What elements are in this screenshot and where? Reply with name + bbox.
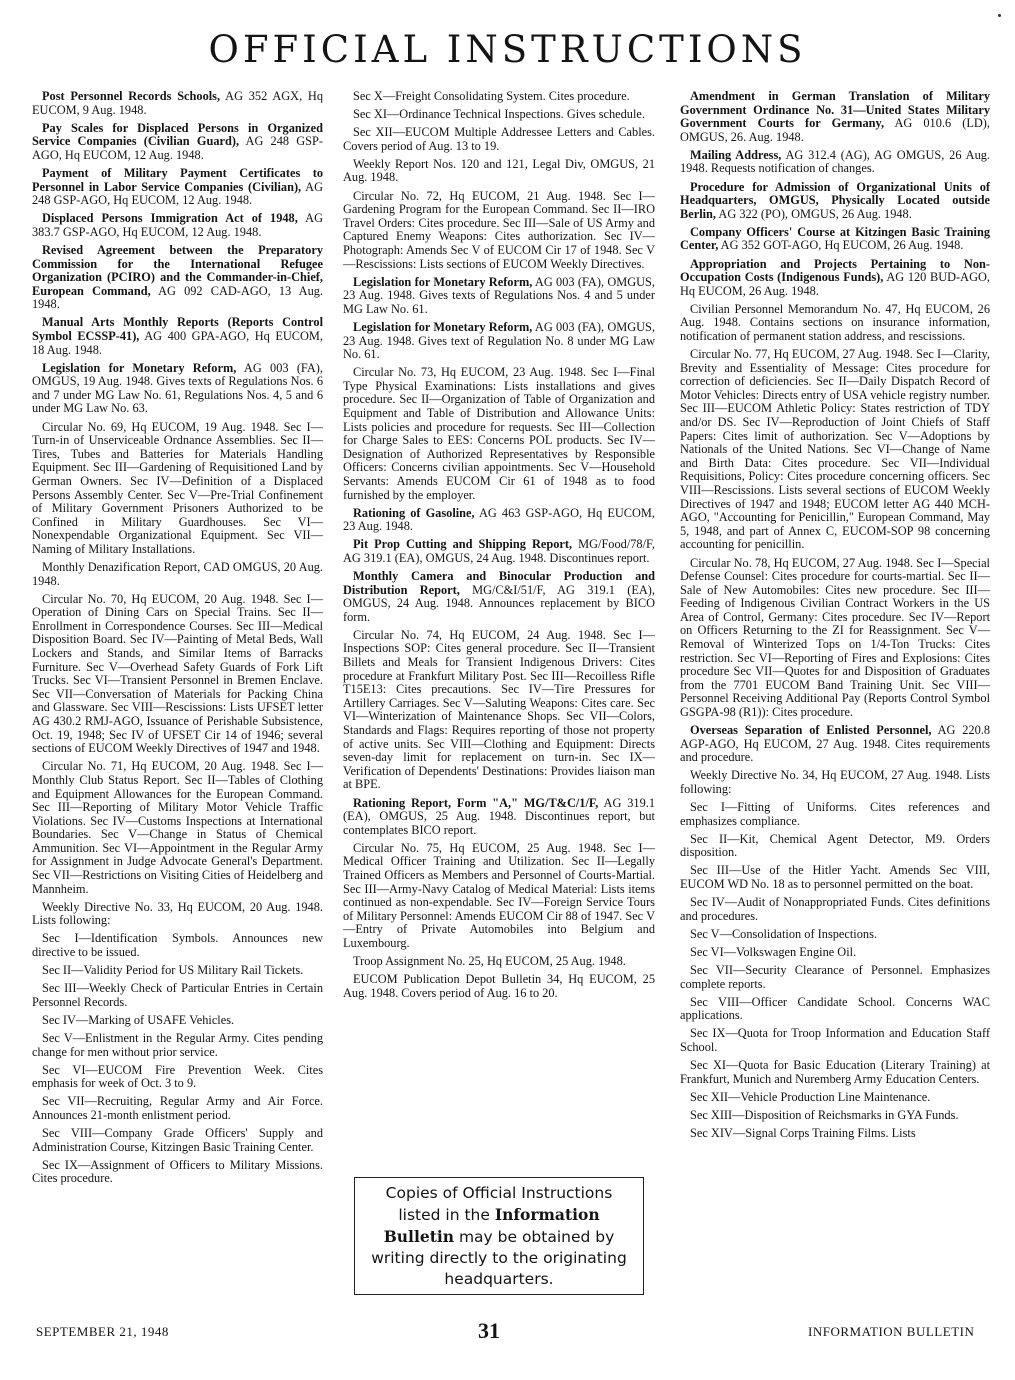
entry-text: AG 312.4 (AG), AG OMGUS, 26 Aug. 1948. Requests notification of changes. (680, 147, 991, 176)
instruction-entry (343, 366, 655, 502)
instruction-entry (32, 561, 323, 588)
entry-heading: Manual Arts Monthly Reports (Reports Control Symbol ECSSP-41), (32, 315, 323, 343)
entry-text: Sec VIII—Company Grade Officers' Supply and Administration Course, Kitzingen Basic Training Center. (32, 1126, 323, 1154)
instruction-entry (343, 507, 655, 534)
entry-text: Sec IX—Assignment of Officers to Military Missions. Cites procedure. (32, 1157, 323, 1186)
entry-heading: Revised Agreement between the Preparatory Commission for the International Refugee Organization (PCIRO) and the Commander-in-Chief, European Command, (32, 242, 323, 298)
entry-text: MG/C&I/51/F, AG 319.1 (EA), OMGUS, 24 Aug. 1948. Announces replacement by BICO form. (343, 582, 655, 624)
instruction-entry (680, 801, 990, 828)
instruction-entry (680, 964, 990, 991)
instruction-entry (32, 982, 323, 1009)
notice-text-bold: Information Bulletin (383, 1204, 600, 1246)
instruction-entry (680, 928, 990, 942)
instruction-entry (680, 181, 990, 222)
entry-text: AG 220.8 AGP-AGO, Hq EUCOM, 27 Aug. 1948. Cites requirements and procedure. (680, 723, 990, 765)
entry-heading: Appropriation and Projects Pertaining to Non-Occupation Costs (Indigenous Funds), (680, 256, 990, 285)
instruction-entry (680, 303, 990, 344)
entry-heading: Legislation for Monetary Reform, (353, 274, 533, 289)
entry-text: Sec I—Identification Symbols. Announces new directive to be issued. (32, 931, 323, 960)
column-left (32, 90, 323, 1190)
entry-text: Sec VIII—Officer Candidate School. Concerns WAC applications. (680, 994, 990, 1023)
instruction-entry (343, 108, 655, 122)
instruction-entry (680, 996, 990, 1023)
entry-text: AG 003 (FA), OMGUS, 19 Aug. 1948. Gives texts of Regulations Nos. 6 and 7 under MG Law No. 61, Regulations Nos. 4, 5 and 6 under MG Law No. 63. (32, 360, 323, 416)
entry-text: Sec XII—EUCOM Multiple Addressee Letters and Cables. Covers period of Aug. 13 to 19. (343, 125, 655, 153)
entry-heading: Legislation for Monetary Reform, (353, 319, 533, 334)
instruction-entry (32, 964, 323, 978)
instruction-entry (32, 901, 323, 928)
entry-text: Monthly Denazification Report, CAD OMGUS, 20 Aug. 1948. (32, 560, 323, 588)
entry-heading: Overseas Separation of Enlisted Personnel, (690, 723, 932, 738)
entry-text: AG 120 BUD-AGO, Hq EUCOM, 26 Aug. 1948. (680, 270, 990, 298)
instruction-entry (680, 1127, 990, 1141)
entry-heading: Legislation for Monetary Reform, (42, 360, 237, 375)
entry-text: Sec V—Enlistment in the Regular Army. Cites pending change for men without prior service. (32, 1031, 323, 1059)
instruction-entry (343, 629, 655, 792)
instruction-entry (343, 570, 655, 624)
instruction-entry (32, 760, 323, 896)
instruction-entry (680, 348, 990, 552)
entry-text: AG 319.1 (EA), OMGUS, 25 Aug. 1948. Discontinues report, but contemplates BICO report. (343, 795, 655, 837)
entry-heading: Pit Prop Cutting and Shipping Report, (353, 537, 573, 552)
entry-text: Circular No. 78, Hq EUCOM, 27 Aug. 1948. Sec I—Special Defense Counsel: Cites procedure for courts-martial. Sec II—Sale of New Automobiles: Cites new procedure. Sec III—Feeding of Indigenous Civilian Contract Workers in the US Area of Control, Germany: Cites procedure. Sec IV—Report on Officers Returning to the ZI for Reassignment. Sec V—Removal of Winterized Tops on 1/4-Ton Trucks: Cites restriction. Sec VI—Reporting of Fires and Explosions: Cites procedure Sec VII—Quotes for and Disposition of Graduates from the 7701 EUCOM Band Training Unit. Sec VIII—Personnel Receiving Additional Pay (Reports Control Symbol GSGPA-98 (R1)): Cites procedure. (680, 555, 990, 720)
instruction-entry (680, 769, 990, 796)
instruction-entry (343, 90, 655, 104)
entry-heading: Rationing Report, Form "A," MG/T&C/1/F, (353, 795, 599, 810)
instruction-entry (343, 126, 655, 153)
notice-text-pre: Copies of Official Instructions listed in the (385, 1183, 613, 1224)
entry-text: Circular No. 69, Hq EUCOM, 19 Aug. 1948. Sec I—Turn-in of Unserviceable Ordnance Assemblies. Sec II—Tires, Tubes and Batteries for Materials Handling Equipment. Sec III—Gardening of Requisitioned Land by German Owners. Sec IV—Definition of a Displaced Persons Assembly Center. Sec V—Pre-Trial Confinement of Military Government Prisoners Authorized to be Confined in Military Guardhouses. Sec VI—Nonexpendable Organizational Equipment. Sec VII—Naming of Military Installations. (32, 419, 323, 556)
entry-text: Sec VI—Volkswagen Engine Oil. (690, 944, 857, 959)
entry-text: Civilian Personnel Memorandum No. 47, Hq EUCOM, 26 Aug. 1948. Contains sections on insurance information, notification of permanent station address, and rescissions. (680, 301, 990, 343)
entry-text: Troop Assignment No. 25, Hq EUCOM, 25 Aug. 1948. (353, 954, 626, 969)
instruction-entry (32, 421, 323, 557)
instruction-entry (343, 538, 655, 565)
entry-heading: Company Officers' Course at Kitzingen Basic Training Center, (680, 224, 990, 253)
entry-text: Circular No. 71, Hq EUCOM, 20 Aug. 1948. Sec I—Monthly Club Status Report. Sec II—Tables of Clothing and Equipment Allowances for the European Command. Sec III—Reporting of Military Motor Vehicle Traffic Violations. Sec IV—Customs Inspections at International Boundaries. Sec V—Change in Status of Chemical Ammunition. Sec VI—Appointment in the Regular Army for Assignment in Judge Advocate General's Department. Sec VII—Restrictions on Visiting Cities of Heidelberg and Mannheim. (32, 759, 323, 896)
entry-text: Sec III—Weekly Check of Particular Entries in Certain Personnel Records. (32, 981, 323, 1009)
entry-text: Sec IV—Audit of Nonappropriated Funds. Cites definitions and procedures. (680, 895, 990, 923)
page-title: OFFICIAL INSTRUCTIONS (208, 28, 807, 71)
instruction-entry (680, 1091, 990, 1105)
notice-box (354, 1177, 644, 1295)
entry-heading: Payment of Military Payment Certificates to Personnel in Labor Service Companies (Civilian), (32, 165, 323, 194)
instruction-entry (32, 122, 323, 163)
entry-text: Circular No. 72, Hq EUCOM, 21 Aug. 1948. Sec I—Gardening Program for the European Command. Sec II—IRO Travel Orders: Cites procedure. Sec III—Sale of US Army and Captured Enemy Weapons: Cites authorization. Sec IV—Photograph: Amends Sec V of EUCOM Cir 17 of 1948. Sec V—Rescissions: Lists sections of EUCOM Weekly Directives. (343, 188, 655, 271)
entry-text: Sec XII—Vehicle Production Line Maintenance. (690, 1089, 931, 1104)
entry-heading: Post Personnel Records Schools, (42, 89, 221, 103)
entry-text: Circular No. 77, Hq EUCOM, 27 Aug. 1948. Sec I—Clarity, Brevity and Essentiality of Message: Cites procedure for correction of deficiencies. Sec II—Daily Dispatch Record of Motor Vehicles: Directs entry of USA vehicle registry number. Sec III—EUCOM Athletic Policy: States restriction of TDY and/or DS. Sec IV—Reproduction of Joint Chiefs of Staff Papers: Cites limit of authorization. Sec V—Adoptions by Nationals of the United Nations. Sec VI—Change of Name and Birth Data: Cites procedure. Sec VII—Individual Requisitions, Policy: Cites procedure concerning officers. Sec VIII—Rescissions. Lists several sections of EUCOM Weekly Directives of 1947 and 1948; EUCOM letter AG 440 MCH-AGO, "Accounting for Penicillin," European Command, May 5, 1948, and part of Annex C, EUCOM-SOP 98 concerning accounting for penicillin. (680, 347, 990, 552)
entry-text: Sec X—Freight Consolidating System. Cites procedure. (353, 89, 630, 103)
instruction-entry (680, 1027, 990, 1054)
entry-text: Sec XIII—Disposition of Reichsmarks in GYA Funds. (690, 1107, 959, 1122)
entry-text: Sec VI—EUCOM Fire Prevention Week. Cites emphasis for week of Oct. 3 to 9. (32, 1062, 323, 1091)
print-speck (998, 14, 1001, 17)
entry-text: AG 248 GSP-AGO, Hq EUCOM, 12 Aug. 1948. (32, 134, 323, 162)
entry-text: MG/Food/78/F, AG 319.1 (EA), OMGUS, 24 Aug. 1948. Discontinues report. (343, 537, 655, 565)
entry-text: Sec XI—Quota for Basic Education (Literary Training) at Frankfurt, Munich and Nuremberg Army Education Centers. (680, 1058, 990, 1086)
entry-text: AG 248 GSP-AGO, Hq EUCOM, 12 Aug. 1948. (32, 179, 324, 208)
instruction-entry (680, 1059, 990, 1086)
instruction-entry (32, 1095, 323, 1122)
entry-text: Sec VII—Security Clearance of Personnel. Emphasizes complete reports. (680, 963, 990, 991)
entry-text: Sec II—Kit, Chemical Agent Detector, M9. Orders disposition. (680, 831, 990, 860)
instruction-entry (343, 797, 655, 838)
instruction-entry (343, 321, 655, 362)
entry-text: AG 352 GOT-AGO, Hq EUCOM, 26 Aug. 1948. (718, 238, 964, 253)
instruction-entry (680, 946, 990, 960)
instruction-entry (32, 362, 323, 416)
entry-text: Sec III—Use of the Hitler Yacht. Amends Sec VIII, EUCOM WD No. 18 as to personnel permitted on the boat. (680, 863, 990, 892)
entry-heading: Monthly Camera and Binocular Production and Distribution Report, (343, 569, 655, 597)
entry-text: AG 010.6 (LD), OMGUS, 26. Aug. 1948. (680, 116, 990, 144)
instruction-entry (343, 955, 655, 969)
entry-text: AG 003 (FA), OMGUS, 23 Aug. 1948. Gives text of Regulation No. 8 under MG Law No. 61. (343, 319, 655, 362)
instruction-entry (32, 1064, 323, 1091)
entry-text: Sec XIV—Signal Corps Training Films. Lists (690, 1125, 916, 1140)
entry-text: Weekly Report Nos. 120 and 121, Legal Div, OMGUS, 21 Aug. 1948. (343, 156, 655, 185)
entry-text: Sec IX—Quota for Troop Information and Education Staff School. (680, 1026, 990, 1054)
entry-text: AG 003 (FA), OMGUS, 23 Aug. 1948. Gives texts of Regulations Nos. 4 and 5 under MG Law No. 61. (343, 274, 655, 316)
instruction-entry (343, 842, 655, 951)
instruction-entry (32, 90, 323, 117)
entry-text: AG 322 (PO), OMGUS, 26 Aug. 1948. (716, 206, 912, 221)
entry-heading: Displaced Persons Immigration Act of 1948, (42, 211, 298, 226)
entry-text: AG 092 CAD-AGO, 13 Aug. 1948. (32, 283, 323, 312)
instruction-entry (680, 226, 990, 253)
instruction-entry (343, 158, 655, 185)
instruction-entry (680, 149, 990, 176)
page-number: 31 (478, 1318, 500, 1343)
entry-heading: Amendment in German Translation of Military Government Ordinance No. 31—United States Military Government Courts for Germany, (680, 89, 990, 131)
instruction-entry (680, 864, 990, 891)
entry-heading: Rationing of Gasoline, (353, 505, 475, 520)
entry-text: EUCOM Publication Depot Bulletin 34, Hq EUCOM, 25 Aug. 1948. Covers period of Aug. 16 to 20. (343, 972, 655, 1000)
entry-text: Weekly Directive No. 33, Hq EUCOM, 20 Aug. 1948. Lists following: (32, 899, 323, 928)
instruction-entry (32, 1127, 323, 1154)
instruction-entry (680, 833, 990, 860)
entry-heading: Mailing Address, (690, 147, 782, 162)
entry-text: Sec II—Validity Period for US Military Rail Tickets. (42, 963, 304, 978)
entry-text: AG 400 GPA-AGO, Hq EUCOM, 18 Aug. 1948. (32, 329, 323, 357)
instruction-entry (32, 1032, 323, 1059)
entry-text: Weekly Directive No. 34, Hq EUCOM, 27 Aug. 1948. Lists following: (680, 768, 990, 796)
entry-heading: Procedure for Admission of Organizational Units of Headquarters, OMGUS, Physically Located outside Berlin, (680, 179, 990, 221)
instruction-entry (32, 932, 323, 959)
notice-text-post: may be obtained by writing directly to the originating headquarters. (371, 1227, 627, 1288)
entry-text: Circular No. 70, Hq EUCOM, 20 Aug. 1948. Sec I—Operation of Dining Cars on Special Trains. Sec II—Enrollment in Correspondence Courses. Sec III—Medical Disposition Board. Sec IV—Painting of Metal Beds, Wall Lockers and Stands, and Similar Items of Barracks Furniture. Sec V—Overhead Safety Guards of Fork Lift Trucks. Sec VI—Transient Personnel in Bremen Enclave. Sec VII—Conversation of Materials for Packing China and Glassware. Sec VIII—Rescissions: Lists UFSET letter AG 430.2 RMJ-AGO, Issuance of Perishable Subsistence, Oct. 19, 1948; Sec IV of UFSET Cir 14 of 1946; several sections of EUCOM Weekly Directives of 1947 and 1948. (32, 591, 323, 756)
entry-text: Sec I—Fitting of Uniforms. Cites references and emphasizes compliance. (680, 800, 990, 828)
instruction-entry (680, 896, 990, 923)
instruction-entry (680, 1109, 990, 1123)
entry-heading: Pay Scales for Displaced Persons in Organized Service Companies (Civilian Guard), (32, 120, 323, 149)
instruction-entry (32, 244, 323, 312)
instruction-entry (343, 973, 655, 1000)
column-middle (343, 90, 655, 1005)
entry-text: Circular No. 74, Hq EUCOM, 24 Aug. 1948. Sec I—Inspections SOP: Cites general procedure. Sec II—Transient Billets and Meals for Transient Indigenous Drivers: Cites procedure at Frankfurt Military Post. Sec III—Recoilless Rifle T15E13: Cites precautions. Sec IV—Tire Pressures for Artillery Carriages. Sec V—Saluting Weapons: Cites care. Sec VI—Winterization of Maintenance Shops. Sec VII—Colors, Standards and Flags: Requires reporting of those not property of active units. Sec VIII—Clothing and Equipment: Directs seven-day limit for replacement on turn-in. Sec IX—Verification of Dependents' Destinations: Provides liaison man at BPE. (343, 627, 655, 792)
entry-text: Sec XI—Ordinance Technical Inspections. Gives schedule. (353, 107, 645, 122)
column-right (680, 90, 990, 1145)
instruction-entry (680, 557, 990, 720)
instruction-entry (343, 190, 655, 272)
instruction-entry (32, 1014, 323, 1028)
instruction-entry (32, 167, 323, 208)
instruction-entry (32, 593, 323, 756)
notice-text (365, 1183, 633, 1290)
entry-text: Sec IV—Marking of USAFE Vehicles. (42, 1012, 235, 1027)
instruction-entry (680, 90, 990, 144)
entry-text: AG 463 GSP-AGO, Hq EUCOM, 23 Aug. 1948. (343, 505, 655, 534)
entry-text: Circular No. 73, Hq EUCOM, 23 Aug. 1948. Sec I—Final Type Physical Examinations: Lists installations and gives procedure. Sec II—Organization of Table of Organization and Equipment and Table of Distribution and Allowance Units: Lists policies and procedure for requests. Sec III—Collection for Charge Sales to EES: Concerns POL products. Sec IV—Designation of Authorized Representatives by Responsible Officers: Concerns civilian appointments. Sec V—Household Servants: Amends EUCOM Cir 61 of 1948 as to food furnished by the employer. (343, 365, 655, 502)
instruction-entry (680, 724, 990, 765)
instruction-entry (32, 1159, 323, 1186)
entry-text: Sec VII—Recruiting, Regular Army and Air Force. Announces 21-month enlistment period. (32, 1094, 323, 1122)
entry-text: Sec V—Consolidation of Inspections. (690, 926, 877, 941)
entry-text: AG 352 AGX, Hq EUCOM, 9 Aug. 1948. (32, 89, 323, 117)
instruction-entry (32, 316, 323, 357)
footer-publication: INFORMATION BULLETIN (808, 1324, 975, 1339)
footer-date: SEPTEMBER 21, 1948 (36, 1324, 169, 1339)
entry-text: Circular No. 75, Hq EUCOM, 25 Aug. 1948. Sec I—Medical Officer Training and Utilization. Sec II—Legally Trained Officers as Members and Personnel of Courts-Martial. Sec III—Army-Navy Catalog of Medical Material: Lists items continued as non-expendable. Sec IV—Foreign Service Tours of Military Personnel: Amends EUCOM Cir 88 of 1947. Sec V—Entry of Private Automobiles into Belgium and Luxembourg. (343, 840, 655, 950)
instruction-entry (32, 212, 323, 239)
instruction-entry (680, 258, 990, 299)
instruction-entry (343, 276, 655, 317)
entry-text: AG 383.7 GSP-AGO, Hq EUCOM, 12 Aug. 1948. (32, 211, 323, 239)
